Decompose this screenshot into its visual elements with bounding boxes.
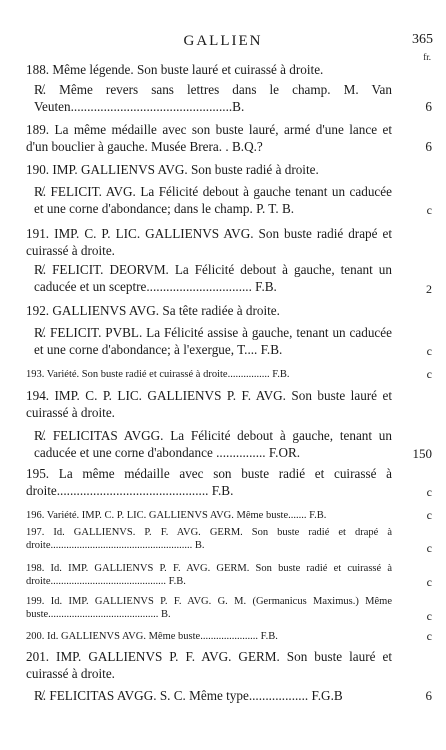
entry-198-value: c [426, 575, 432, 589]
entry-195-value: c [426, 485, 432, 499]
entry-190-reverse-text: R̸. FELICIT. AVG. La Félicité debout à gauche tenant un caducée et une corne d'abondance; dans le champ. P. T. B. [34, 184, 392, 216]
entry-191-reverse-value: 2 [426, 282, 432, 296]
entry-195-text: 195. La même médaille avec son buste radié et cuirassé à droite.............................................. F.B. [26, 466, 392, 498]
entry-192-reverse-value: c [426, 344, 432, 358]
entry-197-text: 197. Id. GALLIENVS. P. F. AVG. GERM. Son buste radié et drapé à droite...................................................... B. [26, 527, 392, 552]
entry-201-text: 201. IMP. GALLIENVS P. F. AVG. GERM. Son buste lauré et cuirassé à droite. [26, 649, 392, 681]
entry-200-text: 200. Id. GALLIENVS AVG. Même buste...................... F.B. [26, 631, 278, 642]
entry-189-text: 189. La même médaille avec son buste lauré, armé d'une lance et d'un bouclier à gauche. Musée Brera. . B.Q.? [26, 122, 392, 154]
entry-190-reverse-value: c [426, 203, 432, 217]
running-title: GALLIEN [183, 33, 263, 49]
entry-194-text: 194. IMP. C. P. LIC. GALLIENVS P. F. AVG. Son buste lauré et cuirassé à droite. [26, 388, 392, 420]
entry-190-text: 190. IMP. GALLIENVS AVG. Son buste radié à droite. [26, 162, 319, 177]
entry-194-reverse-value: 150 [412, 446, 432, 461]
entry-200-value: c [426, 629, 432, 643]
page-number: 365 [412, 32, 433, 47]
entry-188-reverse-value: 6 [425, 99, 432, 114]
entry-201-reverse-value: 6 [425, 688, 432, 703]
entry-201-reverse-text: R̸. FELICITAS AVGG. S. C. Même type.................. F.G.B [34, 688, 343, 703]
entry-192-text: 192. GALLIENVS AVG. Sa tête radiée à droite. [26, 303, 280, 318]
entry-196-text: 196. Variété. IMP. C. P. LIC. GALLIENVS AVG. Même buste....... F.B. [26, 510, 327, 521]
entry-191-text: 191. IMP. C. P. LIC. GALLIENVS AVG. Son buste radié drapé et cuirassé à droite. [26, 226, 392, 258]
entry-194-reverse-text: R̸. FELICITAS AVGG. La Félicité debout à gauche, tenant un caducée et une corne d'abondance ............... F.OR. [34, 428, 392, 460]
entry-196-value: c [426, 508, 432, 522]
entry-193-text: 193. Variété. Son buste radié et cuirassé à droite................ F.B. [26, 369, 290, 380]
currency-label: fr. [423, 52, 431, 62]
entry-193-value: c [426, 367, 432, 381]
entry-199-text: 199. Id. IMP. GALLIENVS P. F. AVG. G. M. (Germanicus Maximus.) Même buste.......................................... B. [26, 596, 392, 621]
entry-198-text: 198. Id. IMP. GALLIENVS P. F. AVG. GERM. Son buste radié et cuirassé à droite............................................ F.B. [26, 563, 392, 588]
entry-188-text: 188. Même légende. Son buste lauré et cuirassé à droite. [26, 62, 324, 77]
entry-192-reverse-text: R̸. FELICIT. PVBL. La Félicité assise à gauche, tenant un caducée et une corne d'abondance; à l'exergue, T.... F.B. [34, 325, 392, 357]
entry-189-value: 6 [425, 139, 432, 154]
entry-191-reverse-text: R̸. FELICIT. DEORVM. La Félicité debout à gauche, tenant un caducée et un sceptre................................ F.B. [34, 262, 392, 294]
entry-197-value: c [426, 541, 432, 555]
entry-188-reverse-text: R̸. Même revers sans lettres dans le champ. M. Van Veuten.................................................B. [34, 82, 392, 114]
entry-199-value: c [426, 609, 432, 623]
